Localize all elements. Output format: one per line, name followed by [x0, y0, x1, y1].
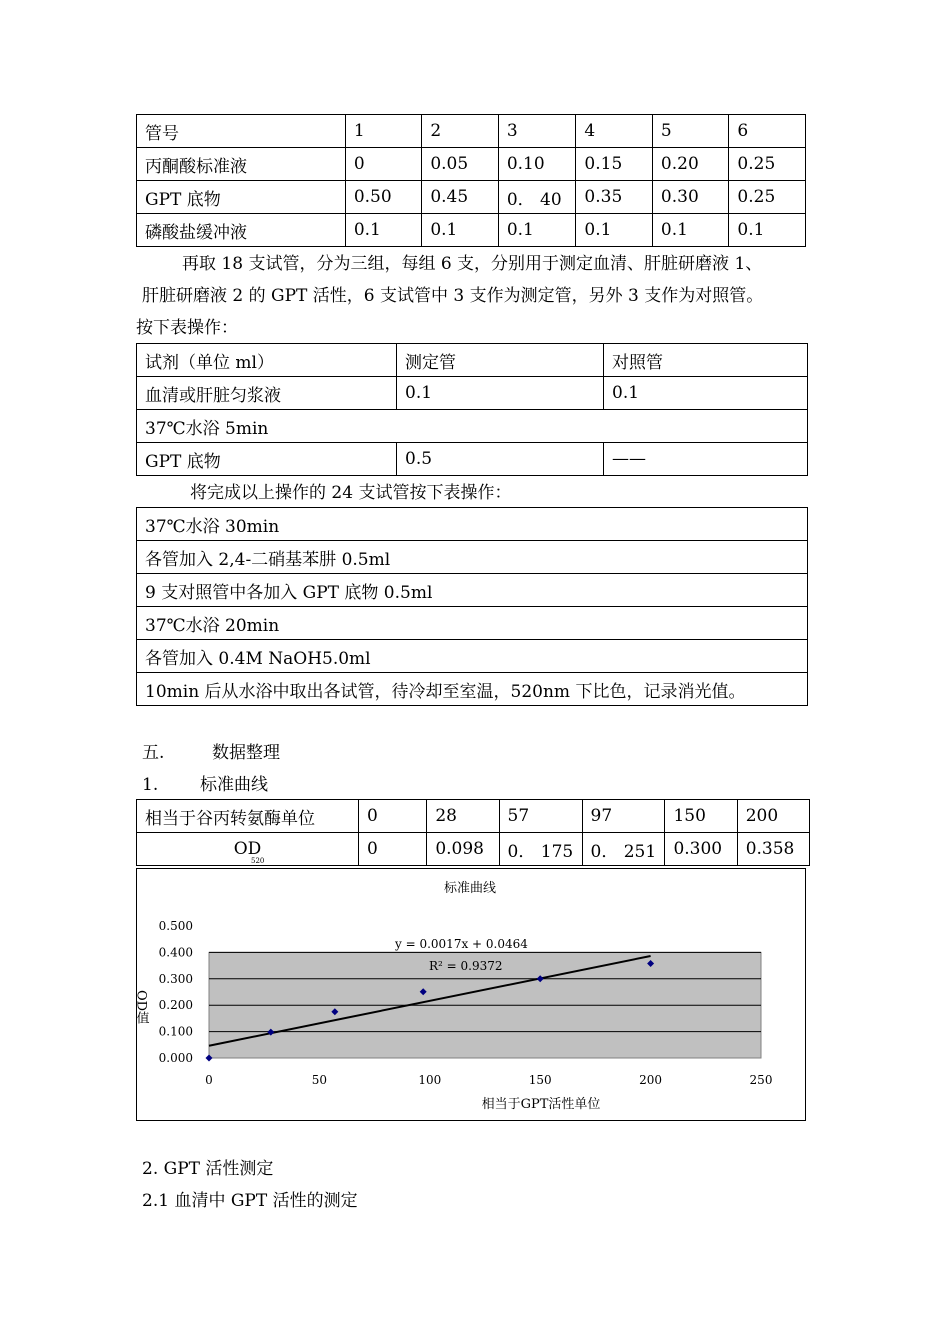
- table-cell: 5: [652, 115, 729, 148]
- paragraph-line: 肝脏研磨液 2 的 GPT 活性，6 支试管中 3 支作为测定管，另外 3 支作为对照管。: [142, 286, 764, 306]
- table-cell: 0.1: [652, 214, 729, 247]
- table-row: [137, 607, 808, 640]
- table-cell: 0.25: [729, 181, 806, 214]
- table-cell: 0.50: [345, 181, 422, 214]
- table-cell: 9 支对照管中各加入 GPT 底物 0.5ml: [137, 574, 808, 607]
- table-cell: 200: [737, 800, 809, 833]
- table-cell: 0.1: [397, 377, 604, 410]
- table-row: [137, 640, 808, 673]
- table-cell: 3: [498, 115, 576, 148]
- table-cell: 57: [499, 800, 582, 833]
- table-cell: 管号: [137, 115, 346, 148]
- table-cell: 0.15: [576, 148, 653, 181]
- table-cell: 4: [576, 115, 653, 148]
- operation-table: [136, 343, 808, 476]
- table-cell: 0.1: [498, 214, 576, 247]
- table-row: [137, 344, 808, 377]
- table-cell: 试剂（单位 ml）: [137, 344, 397, 377]
- standard-curve-chart: [133, 868, 806, 1121]
- paragraph-line: 再取 18 支试管，分为三组，每组 6 支，分别用于测定血清、肝脏研磨液 1、: [182, 254, 763, 274]
- table-cell: 0.300: [665, 833, 737, 866]
- paragraph-line: 将完成以上操作的 24 支试管按下表操作：: [190, 483, 512, 503]
- table-cell: 0.5: [397, 443, 604, 476]
- table-cell: 各管加入 0.4M NaOH5.0ml: [137, 640, 808, 673]
- table-cell: 37℃水浴 5min: [137, 410, 808, 443]
- x-tick-label: 200: [639, 1073, 663, 1087]
- trendline-r-squared: R² = 0.9372: [429, 959, 503, 973]
- table-cell: 150: [665, 800, 737, 833]
- x-tick-label: 150: [528, 1073, 552, 1087]
- table-row: [137, 181, 806, 214]
- table-row: [137, 377, 808, 410]
- table-cell: 0.1: [576, 214, 653, 247]
- y-tick-label: 0.100: [158, 1024, 193, 1039]
- table-cell: 0.1: [422, 214, 499, 247]
- y-tick-label: 0.500: [158, 919, 193, 933]
- table-cell: 磷酸盐缓冲液: [137, 214, 346, 247]
- table-cell: 0.30: [652, 181, 729, 214]
- procedure-steps-table: [136, 507, 808, 706]
- table-cell: 0.1: [604, 377, 808, 410]
- table-cell: 28: [427, 800, 499, 833]
- table-row: [137, 574, 808, 607]
- table-cell: 0: [358, 800, 426, 833]
- table-cell: 0． 251: [582, 833, 665, 866]
- y-tick-label: 0.400: [158, 945, 193, 960]
- table-cell: 6: [729, 115, 806, 148]
- subsection-heading: [142, 769, 812, 801]
- table-cell: 0.1: [345, 214, 422, 247]
- paragraph-line: 按下表操作：: [136, 318, 238, 338]
- table-cell: 1: [345, 115, 422, 148]
- table-cell: GPT 底物: [137, 181, 346, 214]
- standard-curve-table: [136, 799, 810, 866]
- table-cell: 丙酮酸标准液: [137, 148, 346, 181]
- subsection-title: 标准曲线: [200, 775, 268, 795]
- table-row: [137, 833, 810, 866]
- table-cell: 0.1: [729, 214, 806, 247]
- paragraph-procedure-intro: [142, 477, 812, 509]
- table-row: [137, 541, 808, 574]
- table-cell: 对照管: [604, 344, 808, 377]
- tube-reagent-table-body: [137, 115, 806, 247]
- subsection-number: 1.: [142, 775, 159, 795]
- y-tick-label: 0.000: [158, 1051, 193, 1065]
- tube-reagent-table: [136, 114, 806, 247]
- table-cell: 0.45: [422, 181, 499, 214]
- y-tick-label: 0.200: [158, 998, 193, 1013]
- chart-svg: [133, 869, 805, 1120]
- y-axis-label: OD值: [133, 990, 149, 1025]
- table-cell: 0.25: [729, 148, 806, 181]
- chart-title: 标准曲线: [443, 881, 497, 896]
- table-row: [137, 508, 808, 541]
- table-cell: 0: [358, 833, 426, 866]
- table-cell: 0.20: [652, 148, 729, 181]
- od-wavelength-subscript: 520: [251, 857, 265, 865]
- table-row: [137, 410, 808, 443]
- procedure-steps-body: [137, 508, 808, 706]
- od-label-cell: [137, 833, 359, 866]
- paragraph-test-tube-setup: [136, 248, 812, 344]
- table-row: [137, 115, 806, 148]
- table-cell: 0.098: [427, 833, 499, 866]
- table-cell: 0.35: [576, 181, 653, 214]
- table-cell: 血清或肝脏匀浆液: [137, 377, 397, 410]
- table-cell: 0． 175: [499, 833, 582, 866]
- section-heading: [142, 737, 812, 769]
- table-row: [137, 443, 808, 476]
- table-cell: 相当于谷丙转氨酶单位: [137, 800, 359, 833]
- table-cell: 97: [582, 800, 665, 833]
- x-tick-label: 50: [311, 1073, 328, 1087]
- x-tick-label: 250: [749, 1073, 773, 1087]
- table-cell: 10min 后从水浴中取出各试管，待冷却至室温，520nm 下比色，记录消光值。: [137, 673, 808, 706]
- section-title: 数据整理: [212, 743, 280, 763]
- x-tick-label: 0: [205, 1073, 213, 1087]
- subsection-heading-gpt: 2. GPT 活性测定: [142, 1159, 274, 1179]
- table-row: [137, 148, 806, 181]
- subsection-heading-serum: 2.1 血清中 GPT 活性的测定: [142, 1191, 358, 1211]
- table-cell: GPT 底物: [137, 443, 397, 476]
- table-row: [137, 673, 808, 706]
- section-number: 五.: [142, 743, 165, 763]
- x-axis-label: 相当于GPT活性单位: [481, 1097, 601, 1112]
- table-cell: ——: [604, 443, 808, 476]
- trendline-equation: y = 0.0017x + 0.0464: [395, 937, 528, 951]
- table-cell: 测定管: [397, 344, 604, 377]
- table-row: [137, 214, 806, 247]
- od-label: OD: [233, 839, 262, 859]
- table-cell: 0． 40: [498, 181, 576, 214]
- table-row: [137, 800, 810, 833]
- y-tick-label: 0.300: [158, 971, 193, 986]
- table-cell: 37℃水浴 30min: [137, 508, 808, 541]
- table-cell: 0.358: [737, 833, 809, 866]
- table-cell: 0: [345, 148, 422, 181]
- x-tick-label: 100: [418, 1073, 442, 1087]
- table-cell: 0.10: [498, 148, 576, 181]
- table-cell: 37℃水浴 20min: [137, 607, 808, 640]
- table-cell: 各管加入 2,4-二硝基苯肼 0.5ml: [137, 541, 808, 574]
- table-cell: 2: [422, 115, 499, 148]
- table-cell: 0.05: [422, 148, 499, 181]
